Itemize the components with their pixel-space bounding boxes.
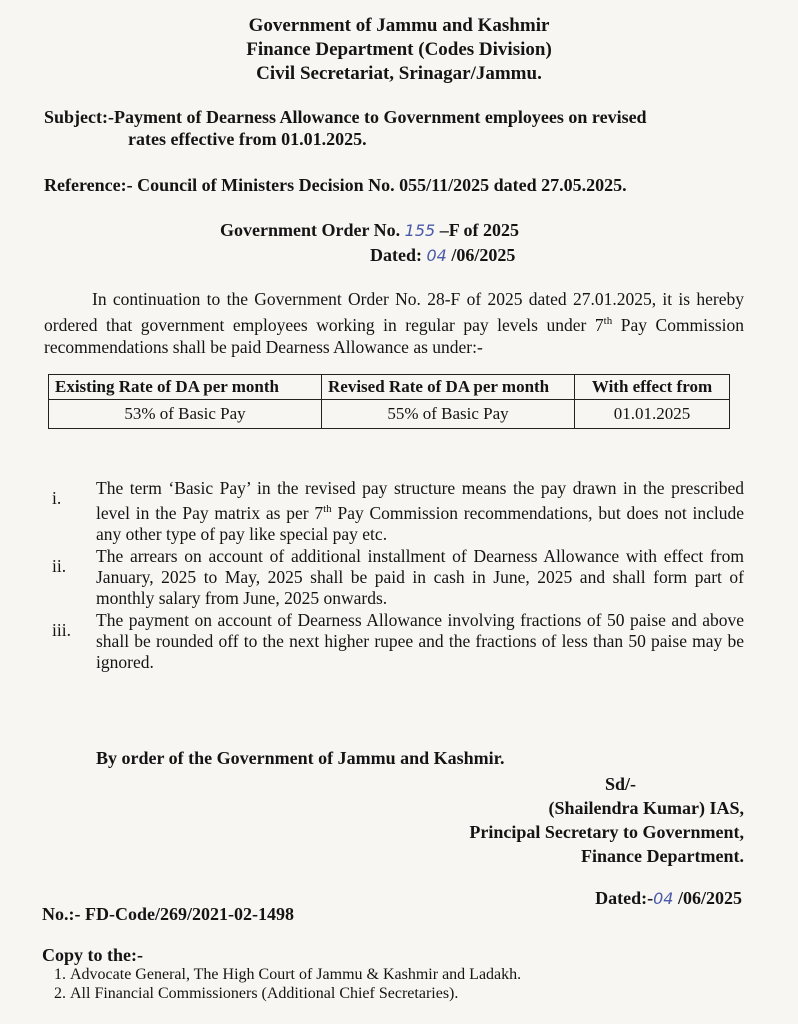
list-item-text: The payment on account of Dearness Allowance involving fractions of 50 paise and above shall be rounded off to the next higher rupee and the fractions of less than 50 paise may be ignored. bbox=[96, 609, 744, 672]
para-line-3-pre: 7 bbox=[594, 314, 604, 335]
copy-to-heading: Copy to the:- bbox=[42, 945, 143, 965]
list-item bbox=[52, 610, 744, 673]
list-item-text bbox=[96, 478, 744, 545]
copy-to-list bbox=[42, 965, 762, 1003]
list-item-text: The arrears on account of additional installment of Dearness Allowance with effect from January, 2025 to May, 2025 shall be paid in cash in June, 2025 and shall form part of monthly salary from June, 2025 onwards. bbox=[96, 545, 744, 608]
order-number-line bbox=[220, 218, 620, 243]
signature-dated bbox=[595, 888, 742, 909]
signature-block bbox=[469, 772, 744, 868]
subject-line-2: rates effective from 01.01.2025. bbox=[128, 129, 367, 149]
signature-sd: Sd/- bbox=[604, 774, 636, 794]
order-dated-rest: /06/2025 bbox=[451, 245, 516, 265]
point-1-sup: th bbox=[323, 503, 332, 515]
table-header-effect-from: With effect from bbox=[575, 375, 730, 400]
order-number-block bbox=[220, 218, 620, 268]
list-item bbox=[52, 478, 744, 545]
da-rate-table bbox=[48, 374, 730, 429]
conditions-list bbox=[52, 478, 744, 674]
signature-dated-day-handwritten: 04 bbox=[653, 889, 674, 908]
signatory-department: Finance Department. bbox=[581, 846, 744, 866]
para-line-3-sup: th bbox=[603, 315, 613, 327]
order-dated-day-handwritten: 04 bbox=[426, 246, 447, 265]
copy-to-section bbox=[42, 946, 762, 1003]
para-line-2: it is hereby ordered that government employees working in regular pay levels under bbox=[44, 289, 745, 335]
table-cell-effect-from: 01.01.2025 bbox=[575, 400, 730, 429]
subject-line-1: Subject:-Payment of Dearness Allowance to Government employees on revised bbox=[44, 107, 647, 127]
table-row bbox=[49, 400, 730, 429]
order-dated-label: Dated: bbox=[370, 245, 422, 265]
letterhead-government: Government of Jammu and Kashmir bbox=[248, 15, 550, 36]
signature-dated-rest: /06/2025 bbox=[677, 888, 742, 908]
signature-dated-label: Dated:- bbox=[595, 888, 654, 908]
table-cell-existing: 53% of Basic Pay bbox=[49, 400, 322, 429]
reference: Reference:- Council of Ministers Decision No. 055/11/2025 dated 27.05.2025. bbox=[44, 175, 627, 195]
letterhead-department: Finance Department (Codes Division) bbox=[246, 39, 552, 60]
table-header-revised: Revised Rate of DA per month bbox=[322, 375, 575, 400]
list-item: 1. Advocate General, The High Court of Jammu & Kashmir and Ladakh. bbox=[70, 965, 762, 984]
para-line-1: In continuation to the Government Order No. 28-F of 2025 dated 27.01.2025, bbox=[92, 289, 657, 309]
letterhead-address: Civil Secretariat, Srinagar/Jammu. bbox=[256, 63, 542, 84]
by-order-line: By order of the Government of Jammu and Kashmir. bbox=[96, 748, 505, 768]
order-suffix: –F of 2025 bbox=[439, 220, 520, 240]
para-line-3-post: Pay Commission recommendations shall be paid Dearness Allowance as under:- bbox=[44, 314, 745, 357]
order-dated-line bbox=[220, 243, 620, 268]
list-item bbox=[52, 546, 744, 609]
file-number: No.:- FD-Code/269/2021-02-1498 bbox=[42, 904, 294, 924]
signatory-name: (Shailendra Kumar) IAS, bbox=[548, 798, 744, 818]
table-cell-revised: 55% of Basic Pay bbox=[322, 400, 575, 429]
table-header-existing: Existing Rate of DA per month bbox=[49, 375, 322, 400]
order-prefix: Government Order No. bbox=[220, 220, 401, 240]
body-paragraph bbox=[44, 288, 744, 358]
point-1-post: Pay Commission recommendations, but does not include any other type of pay like special pay etc. bbox=[96, 502, 744, 544]
list-item-number: ii. bbox=[52, 555, 67, 576]
signatory-designation: Principal Secretary to Government, bbox=[469, 822, 744, 842]
subject bbox=[44, 106, 754, 150]
order-number-handwritten: 155 bbox=[404, 221, 436, 240]
list-item: 2. All Financial Commissioners (Additional Chief Secretaries). bbox=[70, 984, 762, 1003]
list-item-number: i. bbox=[52, 488, 62, 508]
list-item-number: iii. bbox=[52, 619, 71, 640]
letterhead bbox=[0, 14, 798, 86]
point-1-pre: The term ‘Basic Pay’ in the revised pay structure means the pay drawn in the prescribed level in the Pay matrix as per 7 bbox=[96, 478, 744, 523]
table-header-row bbox=[49, 375, 730, 400]
